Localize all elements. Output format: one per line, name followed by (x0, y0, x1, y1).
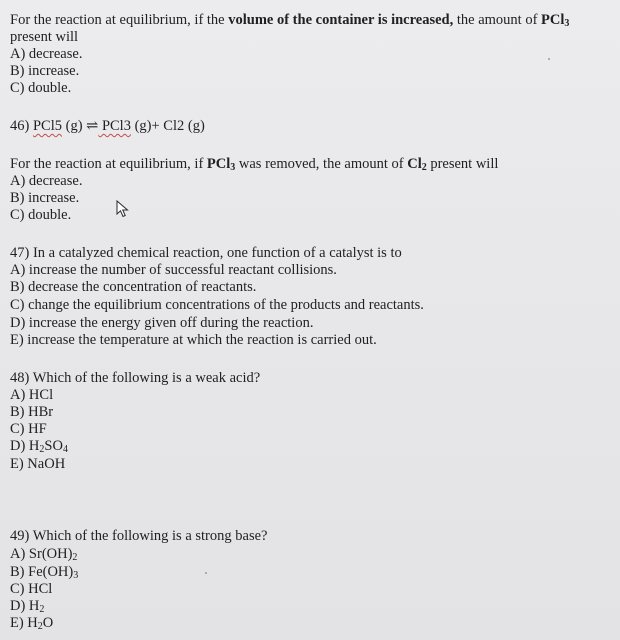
q48-stem: 48) Which of the following is a weak acid? (10, 370, 261, 386)
q46-equation (10, 118, 205, 135)
q46-species1-sub: 3 (230, 162, 236, 173)
q49-option-c[interactable]: C) HCl (10, 581, 53, 597)
q48-d-prefix: D) H (10, 438, 40, 454)
speck (205, 572, 207, 574)
q49-e-prefix: E) H (10, 615, 38, 631)
speck (548, 58, 550, 60)
q47-stem: 47) In a catalyzed chemical reaction, one function of a catalyst is to (10, 245, 402, 261)
q48-d-sub1: 2 (39, 444, 45, 455)
q48-option-c[interactable]: C) HF (10, 421, 47, 437)
q45-species-text: PCl (541, 12, 565, 28)
q48-d-sub2: 4 (62, 444, 68, 455)
q49-stem: 49) Which of the following is a strong base? (10, 528, 268, 544)
q46-species1-text: PCl (206, 156, 231, 172)
q45-option-c[interactable]: C) double. (10, 80, 72, 96)
q49-e-sub: 2 (37, 621, 43, 632)
q49-option-e[interactable] (10, 615, 53, 632)
q49-d-sub: 2 (39, 604, 45, 615)
q45-stem-line2: present will (10, 29, 79, 45)
q46-stem-b: was removed, the amount of (235, 156, 408, 172)
q49-b-prefix: B) Fe(OH) (10, 564, 74, 580)
q46-product1: PCl3 (98, 118, 131, 134)
equilibrium-arrow-icon: ⇌ (86, 118, 99, 134)
q49-a-sub: 2 (72, 552, 78, 563)
q47-option-e[interactable]: E) increase the temperature at which the reaction is carried out. (10, 332, 377, 348)
q49-a-prefix: A) Sr(OH) (10, 546, 73, 562)
q49-b-sub: 3 (73, 570, 79, 581)
q46-species2-sub: 2 (421, 162, 427, 173)
q46-option-b[interactable]: B) increase. (10, 190, 80, 206)
q45-option-a[interactable]: A) decrease. (10, 46, 83, 62)
q45-stem-a: For the reaction at equilibrium, if the (10, 12, 229, 28)
q45-stem-line1 (10, 12, 569, 29)
q45-stem-b: the amount of (453, 12, 542, 28)
q46-species2-text: Cl (407, 156, 422, 172)
q46-option-a[interactable]: A) decrease. (10, 173, 83, 189)
q48-option-a[interactable]: A) HCl (10, 387, 54, 403)
q45-species (541, 12, 569, 28)
q49-d-prefix: D) H (10, 598, 40, 614)
q46-species2 (407, 156, 427, 172)
q46-stem-c: present will (426, 156, 499, 172)
q47-option-b[interactable]: B) decrease the concentration of reactants. (10, 279, 257, 295)
q46-product1-phase: (g)+ (130, 118, 164, 134)
q49-e-suffix: O (42, 615, 54, 631)
q48-option-e[interactable]: E) NaOH (10, 456, 66, 472)
q49-option-b[interactable] (10, 564, 78, 581)
q48-option-d[interactable] (10, 438, 68, 455)
q48-d-mid: SO (44, 438, 63, 454)
q46-option-c[interactable]: C) double. (10, 207, 72, 223)
q49-option-d[interactable] (10, 598, 44, 615)
q45-option-b[interactable]: B) increase. (10, 63, 80, 79)
q46-stem-a: For the reaction at equilibrium, if (10, 156, 207, 172)
q46-species1 (207, 156, 235, 172)
q46-number: 46) (10, 118, 30, 134)
mouse-pointer-icon (116, 200, 130, 218)
q46-reactant: PCl5 (32, 118, 62, 134)
q46-reactant-phase: (g) (61, 118, 87, 134)
q46-product2-phase: (g) (184, 118, 205, 134)
q48-option-b[interactable]: B) HBr (10, 404, 54, 420)
q49-option-a[interactable] (10, 546, 77, 563)
q47-option-c[interactable]: C) change the equilibrium concentrations of the products and reactants. (10, 297, 424, 313)
q45-stem-bold: volume of the container is increased, (228, 12, 454, 28)
q47-option-d[interactable]: D) increase the energy given off during the reaction. (10, 315, 314, 331)
q46-stem (10, 156, 498, 173)
q45-species-sub: 3 (564, 18, 570, 29)
q46-product2: Cl2 (163, 118, 185, 134)
q47-option-a[interactable]: A) increase the number of successful reactant collisions. (10, 262, 337, 278)
